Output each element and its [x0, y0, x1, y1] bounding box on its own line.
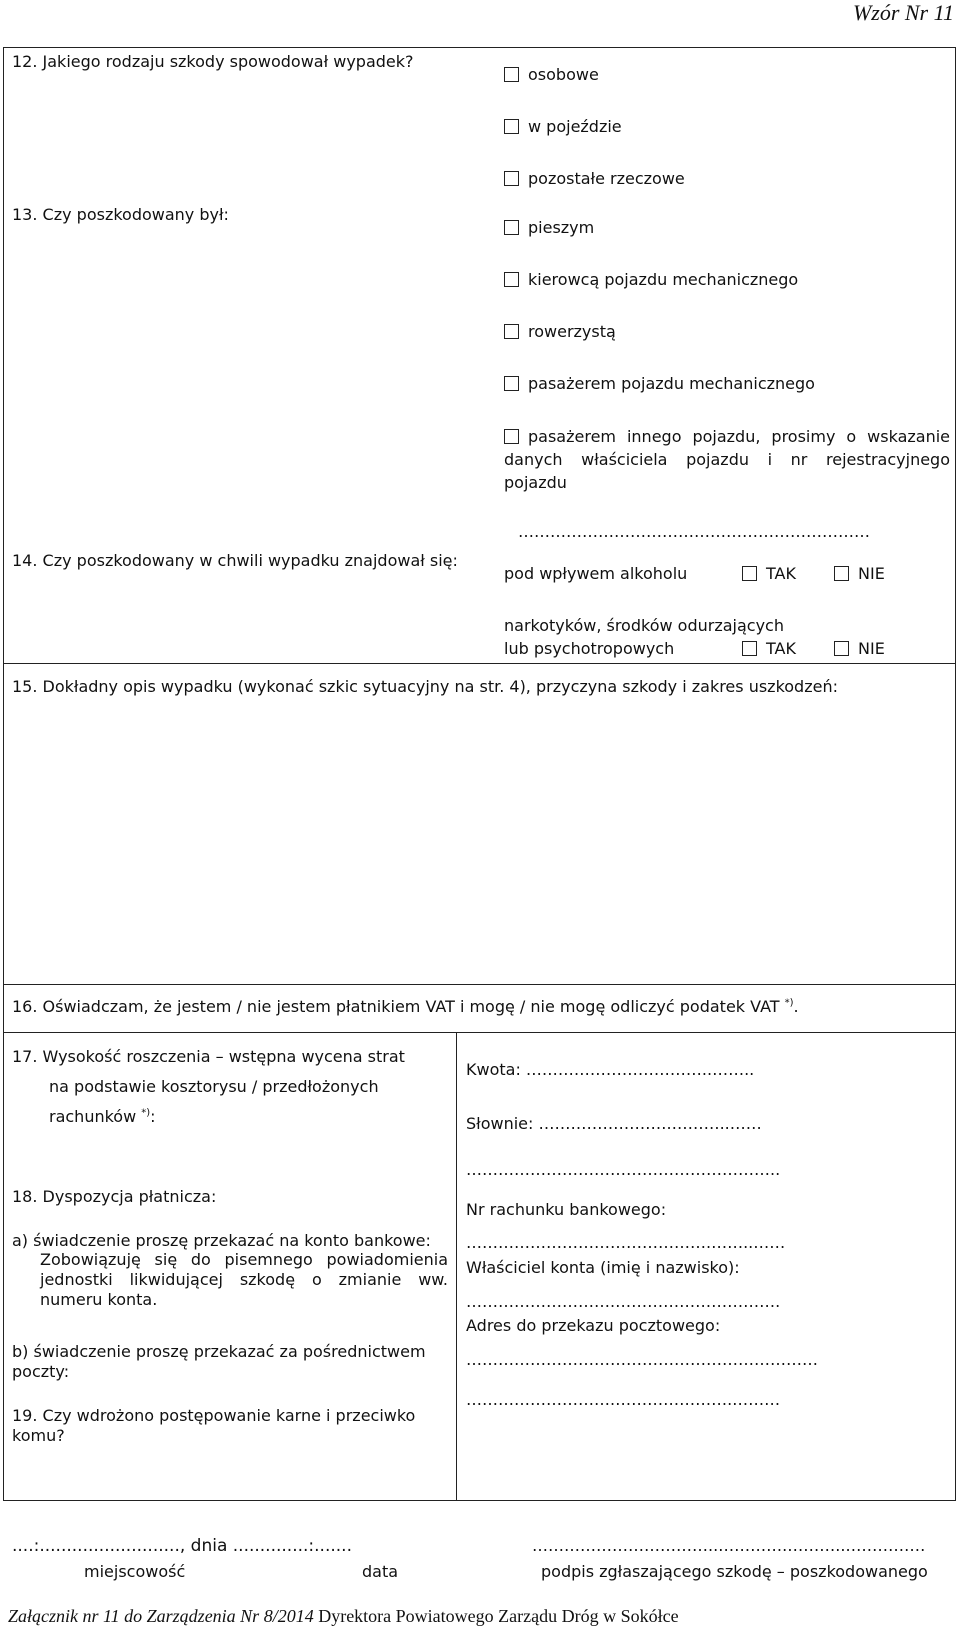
q13-option-cyclist[interactable]: rowerzystą	[504, 322, 616, 341]
place-date-line[interactable]: ....:.........................., dnia ..............:.......	[12, 1536, 352, 1556]
q13-question: 13. Czy poszkodowany był:	[12, 205, 229, 224]
q12-option-vehicle[interactable]: w pojeździe	[504, 117, 622, 136]
checkbox[interactable]	[504, 324, 519, 339]
divider	[3, 1032, 956, 1033]
footer-note: Załącznik nr 11 do Zarządzenia Nr 8/2014 Dyrektora Powiatowego Zarządu Dróg w Sokółce	[8, 1606, 679, 1626]
column-divider	[456, 1032, 457, 1501]
q18-address-field-1[interactable]: …………………………………………………………	[466, 1350, 818, 1369]
checkbox[interactable]	[504, 376, 519, 391]
signature-line[interactable]: ……………………………..………….………..……………	[532, 1536, 926, 1555]
q14-drugs-yes[interactable]: TAK	[742, 639, 796, 658]
q18-option-b: b) świadczenie proszę przekazać za pośrednictwem poczty:	[12, 1342, 426, 1381]
q12-question: 12. Jakiego rodzaju szkody spowodował wypadek?	[12, 52, 414, 71]
q17-amount-field[interactable]: Kwota: ……………………………..……..	[466, 1060, 755, 1079]
date-label: data	[362, 1562, 399, 1581]
q16-question: 16. Oświadczam, że jestem / nie jestem płatnikiem VAT i mogę / nie mogę odliczyć podatek VAT *).	[12, 997, 799, 1016]
checkbox[interactable]	[504, 67, 519, 82]
q14-alcohol-label: pod wpływem alkoholu	[504, 564, 688, 583]
q17-words-field[interactable]: Słownie: …………………….………..……	[466, 1114, 762, 1133]
q13-owner-blank[interactable]: …………………………………………………………	[518, 522, 870, 541]
q18-option-a: a) świadczenie proszę przekazać na konto bankowe:	[12, 1231, 431, 1250]
q18-address-field-2[interactable]: ……………………….………………….………	[466, 1390, 781, 1409]
q18-note: Zobowiązuję się do pisemnego powiadomienia jednostki likwidującej szkodę o zmianie ww. numeru konta.	[40, 1250, 448, 1309]
q19-question: 19. Czy wdrożono postępowanie karne i przeciwko komu?	[12, 1406, 416, 1445]
checkbox[interactable]	[742, 566, 757, 581]
q18-address-label: Adres do przekazu pocztowego:	[466, 1316, 721, 1335]
checkbox[interactable]	[504, 272, 519, 287]
q13-option-driver[interactable]: kierowcą pojazdu mechanicznego	[504, 270, 798, 289]
q18-question: 18. Dyspozycja płatnicza:	[12, 1187, 217, 1206]
signature-label: podpis zgłaszającego szkodę – poszkodowanego	[541, 1562, 928, 1581]
q18-owner-label: Właściciel konta (imię i nazwisko):	[466, 1258, 740, 1277]
q14-drugs-no[interactable]: NIE	[834, 639, 885, 658]
place-label: miejscowość	[84, 1562, 186, 1581]
divider	[3, 663, 956, 664]
q14-question: 14. Czy poszkodowany w chwili wypadku znajdował się:	[12, 551, 458, 570]
checkbox[interactable]	[834, 566, 849, 581]
q14-alcohol-no[interactable]: NIE	[834, 564, 885, 583]
q18-account-label: Nr rachunku bankowego:	[466, 1200, 667, 1219]
divider	[3, 984, 956, 985]
checkbox[interactable]	[504, 220, 519, 235]
q17-line2: na podstawie kosztorysu / przedłożonych	[49, 1077, 379, 1096]
q14-alcohol-yes[interactable]: TAK	[742, 564, 796, 583]
q12-option-personal[interactable]: osobowe	[504, 65, 599, 84]
q15-question: 15. Dokładny opis wypadku (wykonać szkic sytuacyjny na str. 4), przyczyna szkody i zakres uszkodzeń:	[12, 677, 838, 696]
q13-option-pedestrian[interactable]: pieszym	[504, 218, 594, 237]
checkbox[interactable]	[834, 641, 849, 656]
q18-owner-field[interactable]: ……………………….………………………….	[466, 1292, 781, 1311]
q14-drugs-label-line1: narkotyków, środków odurzających	[504, 616, 784, 635]
checkbox[interactable]	[504, 429, 519, 444]
form-number: Wzór Nr 11	[852, 0, 954, 25]
q13-option-other-passenger[interactable]: pasażerem innego pojazdu, prosimy o wskazanie danych właściciela pojazdu i nr rejestracyjnego pojazdu	[504, 427, 950, 492]
checkbox[interactable]	[504, 119, 519, 134]
q17-line1: 17. Wysokość roszczenia – wstępna wycena strat	[12, 1047, 405, 1066]
checkbox[interactable]	[504, 171, 519, 186]
q18-account-field[interactable]: ……………………………………….……..……	[466, 1233, 786, 1252]
q13-option-passenger[interactable]: pasażerem pojazdu mechanicznego	[504, 374, 815, 393]
q12-option-other-property[interactable]: pozostałe rzeczowe	[504, 169, 685, 188]
checkbox[interactable]	[742, 641, 757, 656]
q17-blank[interactable]: …………………………………………………..	[466, 1160, 781, 1179]
q17-line3: rachunków *):	[49, 1107, 156, 1126]
q14-drugs-label-line2: lub psychotropowych	[504, 639, 675, 658]
